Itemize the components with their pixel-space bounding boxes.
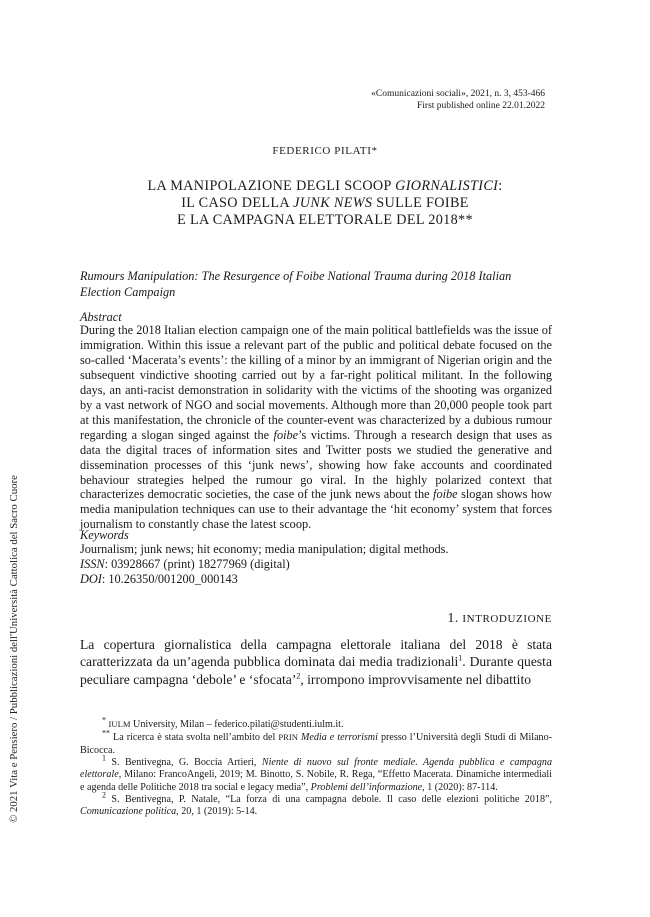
footnote-ref-2[interactable]: 2: [296, 671, 301, 681]
english-title: Rumours Manipulation: The Resurgence of Foibe National Trauma during 2018 Italian Election Campaign: [80, 269, 512, 299]
footnote-author: * IULM University, Milan – federico.pilati@studenti.iulm.it.: [102, 715, 344, 730]
section-number: 1.: [447, 611, 463, 626]
keywords-list: Journalism; junk news; hit economy; media manipulation; digital methods.: [80, 542, 449, 556]
footnotes: [80, 715, 553, 819]
body-paragraph: La copertura giornalistica della campagna elettorale italiana del 2018 è stata caratterizzata da un’agenda pubblica dominata dai media tradizionali$^1$. Durante questa peculiare campagna ‘debole’ e ‘sfocata’$^2$, irrompono improvvisamente nel dibattito: [80, 637, 552, 687]
issn-line: ISSN: 03928667 (print) 18277969 (digital): [80, 556, 290, 571]
copyright-side-note: [4, 474, 24, 824]
section-title: INTRODUZIONE: [462, 613, 552, 625]
footnote-2: $^2$ S. Bentivegna, P. Natale, “La forza di una campagna debole. Il caso delle elezioni politiche 2018”, Comunicazione politica, 20, 1 (2019): 5-14.: [80, 790, 552, 818]
section-heading: [447, 610, 552, 627]
journal-reference: [371, 88, 545, 112]
journal-citation: «Comunicazioni sociali», 2021, n. 3, 453-466: [371, 89, 545, 99]
title-line-1: LA MANIPOLAZIONE DEGLI SCOOP GIORNALISTICI:: [147, 178, 503, 194]
footnote-ref-1[interactable]: 1: [458, 653, 463, 663]
article-title: [0, 178, 650, 229]
copyright-text: © 2021 Vita e Pensiero / Pubblicazioni dell'Università Cattolica del Sacro Cuore: [8, 475, 21, 823]
keywords-heading: Keywords: [80, 528, 129, 542]
doi-line: DOI: 10.26350/001200_000143: [80, 571, 238, 586]
footnote-1: $^1$ S. Bentivegna, G. Boccia Artieri, Niente di nuovo sul fronte mediale. Agenda pubblica e campagna elettorale, Milano: FrancoAngeli, 2019; M. Binotto, S. Nobile, R. Rega, “Effetto Macerata. Dinamiche intermediali e agenda delle Politiche 2018 tra social e legacy media”, Problemi dell’informazione, 1 (2020): 87-114.: [80, 753, 552, 793]
title-line-2: IL CASO DELLA JUNK NEWS SULLE FOIBE: [181, 195, 469, 211]
title-line-3: E LA CAMPAGNA ELETTORALE DEL 2018**: [177, 212, 473, 228]
abstract-heading: Abstract: [80, 310, 122, 324]
author-name: FEDERICO PILATI*: [272, 145, 378, 157]
publication-date: First published online 22.01.2022: [417, 101, 545, 111]
footnote-research: ** La ricerca è stata svolta nell’ambito del PRIN Media e terrorismi presso l’Università degli Studi di Milano-Bicocca.: [80, 728, 553, 756]
abstract-text: During the 2018 Italian election campaign one of the main political battlefields was the issue of immigration. Within this issue a relevant part of the public and political debate focused on the so-called ‘Macerata’s events’: the killing of a minor by an immigrant of Nigerian origin and the subsequent vindictive shooting carried out by a far-right political militant. In the following days, an anti-racist demonstration in solidarity with the victims of the shooting was organized by a vast network of NGO and social movements. Although more than 20,000 people took part at this manifestation, the chronicle of the counter-event was characterized by a dubious rumour regarding a slogan singed against the foibe’s victims. Through a research design that uses as data the digital traces of information sites and Twitter posts we studied the generative and dissemination processes of this ‘junk news’, showing how fake accounts and coordinated behaviour strategies helped the rumour go viral. In the highly polarized context that characterizes democratic societies, the case of the junk news about the foibe slogan shows how media manipulation techniques can use to their advantage the ‘hit economy’ system that forces journalism to constantly chase the latest scoop.: [80, 323, 552, 532]
keywords-block: [80, 542, 449, 587]
